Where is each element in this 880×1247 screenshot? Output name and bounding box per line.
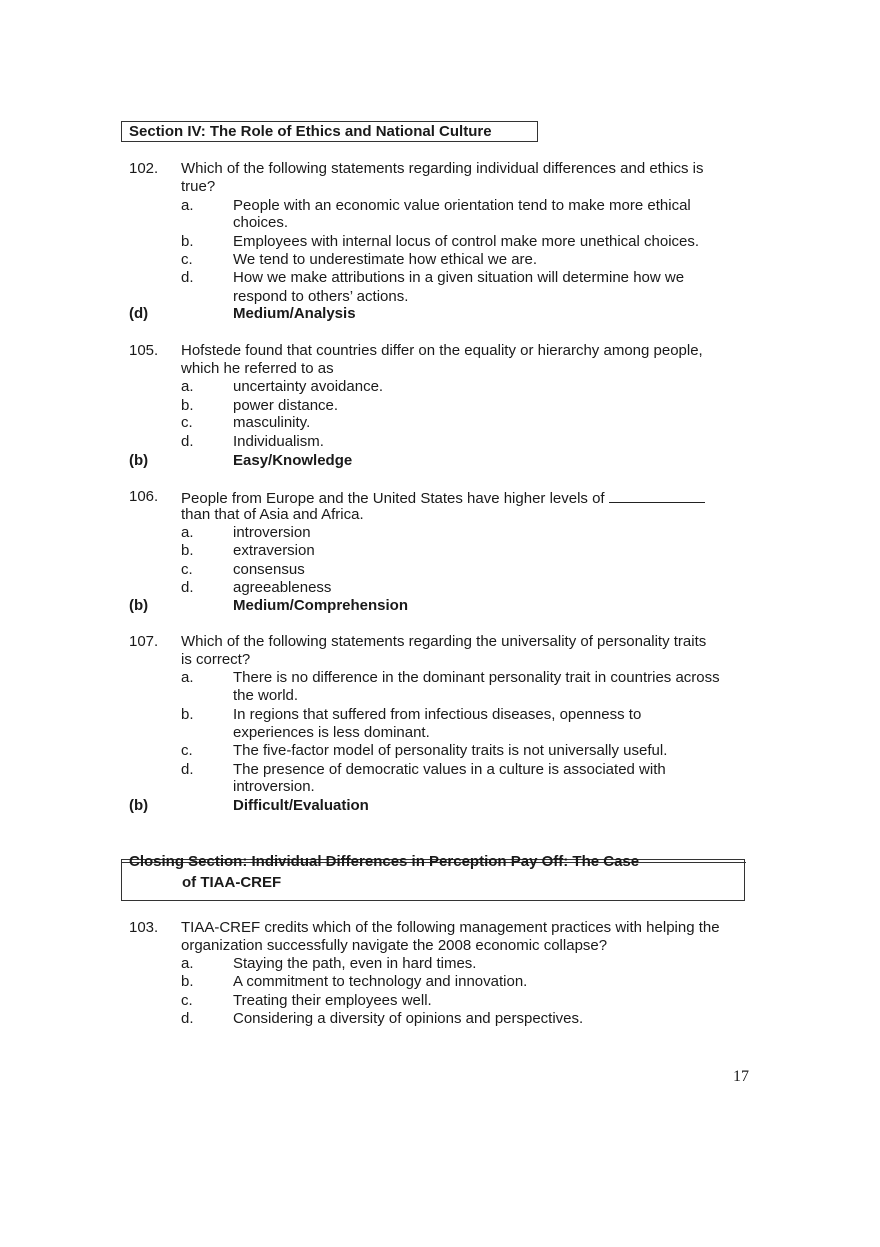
option-letter: c. [181,414,193,431]
page-number: 17 [733,1068,749,1085]
option-letter: c. [181,742,193,759]
option-text: People with an economic value orientation tend to make more ethical [233,197,691,214]
question-text: Hofstede found that countries differ on the equality or hierarchy among people, [181,342,703,359]
option-letter: d. [181,761,194,778]
option-text: The five-factor model of personality traits is not universally useful. [233,742,668,759]
section-header [121,121,538,142]
option-text: introversion [233,524,311,541]
option-letter: a. [181,524,194,541]
option-text: There is no difference in the dominant personality trait in countries across [233,669,720,686]
section-title-line2: of TIAA-CREF [182,874,282,891]
question-text: Which of the following statements regarding the universality of personality traits [181,633,707,650]
option-text: Employees with internal locus of control make more unethical choices. [233,233,700,250]
question-text: than that of Asia and Africa. [181,506,364,523]
answer-key: (b) [129,797,149,814]
question-text: TIAA-CREF credits which of the following management practices with helping the [181,919,720,936]
option-text: uncertainty avoidance. [233,378,384,395]
option-text: Staying the path, even in hard times. [233,955,477,972]
option-letter: d. [181,269,194,286]
option-text: agreeableness [233,579,332,596]
option-letter: c. [181,561,193,578]
option-text: the world. [233,687,299,704]
question-number: 107. [129,633,159,650]
option-text: How we make attributions in a given situation will determine how we [233,269,685,286]
option-letter: d. [181,433,194,450]
difficulty-level: Medium/Comprehension [233,597,409,614]
answer-key: (b) [129,597,149,614]
option-letter: d. [181,1010,194,1027]
option-text: masculinity. [233,414,311,431]
section-title: Section IV: The Role of Ethics and National Culture [129,123,492,140]
option-letter: b. [181,706,194,723]
option-text: consensus [233,561,305,578]
option-text: introversion. [233,778,315,795]
question-text: People from Europe and the United States have higher levels of [181,490,605,507]
answer-key: (d) [129,305,149,322]
option-text: Treating their employees well. [233,992,432,1009]
option-text: Individualism. [233,433,324,450]
question-text: organization successfully navigate the 2008 economic collapse? [181,937,608,954]
answer-key: (b) [129,452,149,469]
option-letter: b. [181,973,194,990]
option-letter: c. [181,992,193,1009]
option-letter: a. [181,955,194,972]
option-text: Considering a diversity of opinions and perspectives. [233,1010,584,1027]
option-text: power distance. [233,397,339,414]
difficulty-level: Medium/Analysis [233,305,356,322]
question-text: true? [181,178,216,195]
fill-in-blank [609,488,705,503]
question-number: 102. [129,160,159,177]
difficulty-level: Easy/Knowledge [233,452,353,469]
option-text: A commitment to technology and innovation. [233,973,528,990]
section-title-line1: Closing Section: Individual Differences in Perception Pay Off: The Case [129,853,640,870]
option-text: respond to others’ actions. [233,288,409,305]
question-number: 105. [129,342,159,359]
question-text: which he referred to as [181,360,334,377]
option-letter: d. [181,579,194,596]
question-number: 103. [129,919,159,936]
option-text: We tend to underestimate how ethical we are. [233,251,538,268]
option-letter: b. [181,233,194,250]
option-letter: a. [181,378,194,395]
option-letter: a. [181,669,194,686]
option-letter: c. [181,251,193,268]
difficulty-level: Difficult/Evaluation [233,797,369,814]
option-text: choices. [233,214,289,231]
option-text: extraversion [233,542,315,559]
option-text: In regions that suffered from infectious diseases, openness to [233,706,642,723]
question-text: Which of the following statements regarding individual differences and ethics is [181,160,704,177]
option-text: experiences is less dominant. [233,724,430,741]
question-number: 106. [129,488,159,505]
option-letter: b. [181,542,194,559]
question-text: is correct? [181,651,251,668]
option-text: The presence of democratic values in a culture is associated with [233,761,666,778]
option-letter: b. [181,397,194,414]
closing-section-header [121,853,745,901]
question-text-line [181,488,705,508]
option-letter: a. [181,197,194,214]
